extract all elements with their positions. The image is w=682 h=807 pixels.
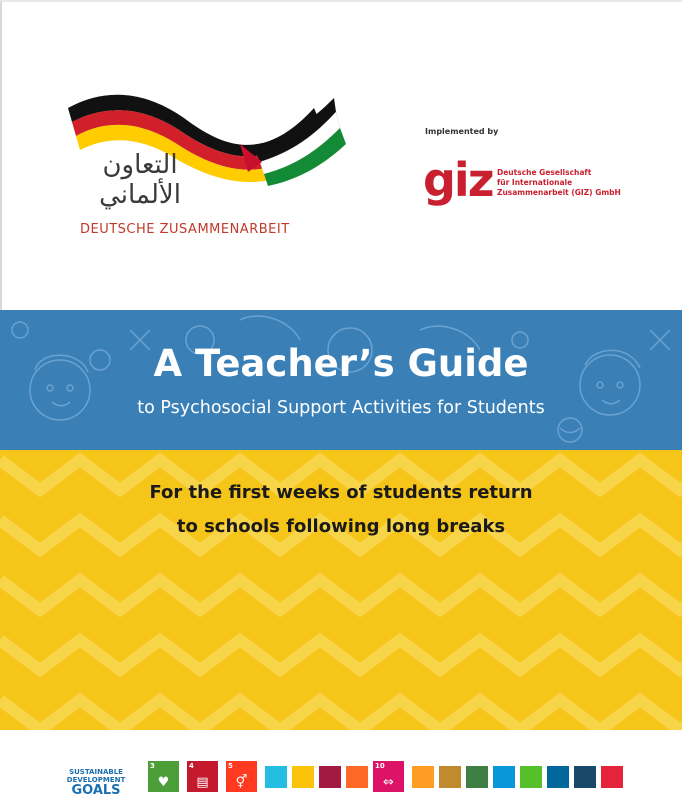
page-subtitle: to Psychosocial Support Activities for Students: [137, 398, 545, 418]
page-title: A Teacher’s Guide: [153, 342, 529, 385]
implemented-by-label: Implemented by: [425, 127, 499, 136]
arabic-logo-text: التعاون الألماني: [99, 150, 181, 210]
sdg-logo: [66, 768, 126, 798]
sdg-goal-tile: [574, 766, 596, 788]
sdg-goal-tile: [412, 766, 434, 788]
tagline-line-1: For the first weeks of students return: [149, 482, 533, 503]
sdg-goal-tile: [547, 766, 569, 788]
heartbeat-icon: ♥: [157, 775, 170, 790]
sdg-goal-tile: [439, 766, 461, 788]
gender-icon: ⚥: [235, 775, 248, 790]
sdg-goal-tile: [319, 766, 341, 788]
giz-logo: giz: [423, 153, 493, 207]
tagline-line-2: to schools following long breaks: [176, 516, 506, 537]
sdg-goal-tile: [292, 766, 314, 788]
sdg-logo-goals: GOALS: [71, 783, 121, 798]
sdg-goal-tile: [148, 761, 179, 792]
sdg-goal-tile: [346, 766, 368, 788]
sdg-goal-number: 10: [375, 762, 385, 770]
sdg-logo-line: DEVELOPMENT: [66, 776, 126, 784]
deutsche-zusammenarbeit-label: DEUTSCHE ZUSAMMENARBEIT: [80, 222, 290, 237]
sdg-goal-tile: [493, 766, 515, 788]
sdg-logo-line: SUSTAINABLE: [69, 768, 123, 776]
sdg-goal-number: 4: [189, 762, 194, 770]
sdg-goal-tile: [226, 761, 257, 792]
giz-name-line: Deutsche Gesellschaft: [497, 168, 592, 177]
sdg-goal-tile: [466, 766, 488, 788]
sdg-goal-tile: [265, 766, 287, 788]
giz-full-name: [497, 168, 621, 198]
sdg-goal-number: 5: [228, 762, 233, 770]
equality-icon: ⇔: [383, 775, 394, 790]
giz-name-line: Zusammenarbeit (GIZ) GmbH: [497, 188, 621, 197]
sdg-goal-tile: [601, 766, 623, 788]
book-icon: ▤: [196, 775, 209, 790]
giz-name-line: für Internationale: [497, 178, 573, 187]
sdg-goal-tile: [373, 761, 404, 792]
sdg-goal-tile: [187, 761, 218, 792]
sdg-goal-number: 3: [150, 762, 155, 770]
sdg-goal-tile: [520, 766, 542, 788]
